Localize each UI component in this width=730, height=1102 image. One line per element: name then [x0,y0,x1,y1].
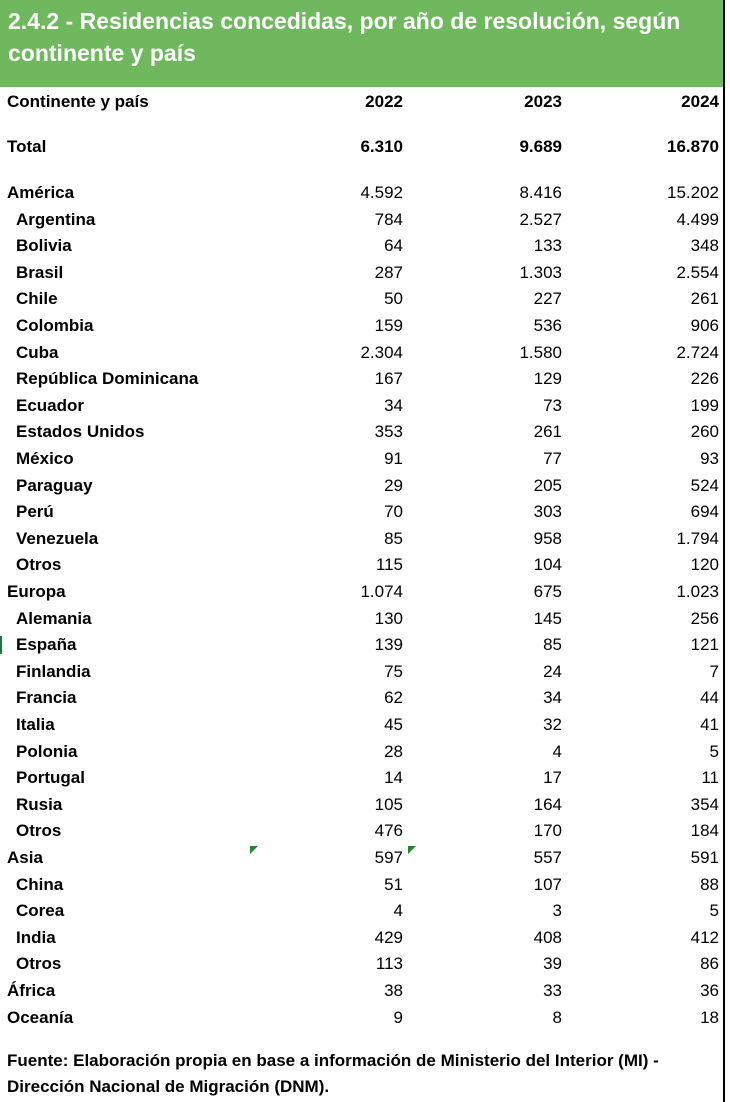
country-row [0,340,723,367]
row-value-2022: 14 [384,768,403,788]
row-value-2024: 906 [690,316,719,335]
country-row [0,765,723,792]
row-value-2023: 24 [543,661,562,681]
row-value-2022: 75 [384,661,403,681]
country-row [0,951,723,978]
row-label: República Dominicana [16,369,199,389]
row-value-2024: 524 [690,475,719,495]
row-label: Polonia [16,741,78,761]
row-label: Alemania [16,608,92,628]
row-value-2024: 41 [700,715,719,734]
row-value-2022: 9 [393,1007,403,1027]
row-value-2024: 694 [690,502,719,522]
row-value-2022: 159 [374,316,403,335]
row-label: Cuba [16,342,59,362]
country-row [0,632,723,659]
row-value-2023: 303 [533,502,562,522]
row-label: Venezuela [16,528,99,548]
row-value-2022: 45 [384,715,403,734]
country-row [0,286,723,313]
row-label: Corea [16,901,65,921]
row-value-2024: 261 [690,289,719,309]
row-value-2022: 29 [384,475,403,495]
row-label: Bolivia [16,236,72,256]
row-value-2023: 536 [533,316,562,335]
row-value-2023: 39 [543,954,562,974]
row-label: Finlandia [16,661,91,681]
row-label: España [16,635,77,655]
row-value-2022: 62 [384,688,403,708]
row-value-2023: 170 [533,821,562,841]
row-value-2022: 70 [384,502,403,522]
row-value-2023: 4 [552,741,562,761]
row-value-2022: 476 [374,821,403,841]
total-row [0,134,723,161]
row-label: Perú [16,502,54,522]
country-row [0,446,723,473]
row-value-2023: 261 [533,422,562,442]
row-label: Paraguay [16,475,93,495]
row-value-2023: 227 [533,289,562,309]
row-value-2024: 86 [700,954,719,974]
header-label: Continente y país [7,92,149,111]
row-value-2023: 85 [543,635,562,655]
row-label: Colombia [16,316,94,335]
row-marker [0,636,2,654]
row-label: Portugal [16,768,85,788]
country-row [0,818,723,845]
row-value-2022: 167 [374,369,403,389]
row-value-2023: 129 [533,369,562,389]
row-value-2023: 164 [533,794,562,814]
row-value-2023: 104 [533,555,562,575]
cell-comment-marker [250,846,258,854]
country-row [0,419,723,446]
row-value-2024: 256 [690,608,719,628]
continent-row [0,180,723,207]
country-row [0,366,723,393]
row-value-2023: 133 [533,236,562,256]
row-value-2024: 121 [690,635,719,655]
total-label: Total [7,137,47,156]
row-label: Otros [16,954,62,974]
row-value-2023: 2.527 [519,209,562,229]
source-note: Fuente: Elaboración propia en base a información de Ministerio del Interior (MI) - Dirección Nacional de Migración (DNM). [7,1051,659,1096]
row-value-2022: 34 [384,395,403,415]
header-year-2024: 2024 [681,92,719,111]
row-value-2023: 32 [543,715,562,734]
row-value-2023: 958 [533,528,562,548]
row-value-2024: 120 [690,555,719,575]
row-value-2022: 597 [374,848,403,867]
row-label: Europa [7,582,66,601]
row-value-2024: 199 [690,395,719,415]
row-value-2024: 591 [690,848,719,867]
row-value-2024: 4.499 [676,209,719,229]
row-label: Ecuador [16,395,85,415]
row-label: Francia [16,688,77,708]
country-row [0,792,723,819]
row-label: Estados Unidos [16,422,145,442]
row-label: Brasil [16,262,64,282]
row-label: Italia [16,715,55,734]
row-value-2024: 184 [690,821,719,841]
row-value-2022: 51 [384,874,403,894]
country-row [0,739,723,766]
total-value-2022: 6.310 [360,137,403,156]
row-value-2024: 5 [709,741,719,761]
header-year-2022: 2022 [365,92,403,111]
row-label: Argentina [16,209,96,229]
row-value-2024: 2.554 [676,262,719,282]
row-value-2022: 64 [384,236,403,256]
row-label: África [7,981,56,1000]
row-value-2023: 107 [533,874,562,894]
row-value-2023: 557 [533,848,562,867]
row-value-2022: 287 [374,262,403,282]
row-value-2023: 3 [552,901,562,921]
country-row [0,685,723,712]
row-value-2023: 408 [533,927,562,947]
row-value-2022: 4 [393,901,403,921]
continent-row [0,845,723,872]
row-value-2022: 28 [384,741,403,761]
row-value-2022: 139 [374,635,403,655]
row-value-2022: 2.304 [360,342,403,362]
row-value-2023: 205 [533,475,562,495]
row-value-2024: 7 [709,661,719,681]
row-value-2024: 1.794 [676,528,719,548]
total-value-2024: 16.870 [667,137,719,156]
header-year-2023: 2023 [524,92,562,111]
row-label: México [16,449,74,468]
row-value-2023: 1.580 [519,342,562,362]
row-value-2022: 85 [384,528,403,548]
row-label: China [16,874,64,894]
country-row [0,898,723,925]
row-label: Oceanía [7,1007,74,1027]
row-label: India [16,927,56,947]
country-row [0,606,723,633]
row-value-2024: 2.724 [676,342,719,362]
row-value-2022: 113 [375,954,403,974]
row-value-2024: 44 [700,688,719,708]
row-value-2024: 226 [690,369,719,389]
country-row [0,659,723,686]
country-row [0,313,723,340]
table-title: 2.4.2 - Residencias concedidas, por año de resolución, según continente y país [0,0,723,87]
row-value-2024: 11 [701,768,719,788]
continent-row [0,978,723,1005]
country-row [0,526,723,553]
country-row [0,207,723,234]
row-value-2022: 429 [374,927,403,947]
continent-row [0,1005,723,1032]
continent-row [0,579,723,606]
row-value-2022: 784 [374,209,403,229]
row-label: Rusia [16,794,63,814]
row-value-2024: 1.023 [676,582,719,601]
row-value-2023: 145 [533,608,562,628]
row-value-2024: 354 [690,794,719,814]
row-value-2023: 8.416 [519,183,562,202]
country-row [0,260,723,287]
row-value-2022: 115 [375,555,403,575]
row-value-2024: 93 [700,449,719,468]
row-value-2023: 34 [543,688,562,708]
row-value-2022: 105 [374,794,403,814]
row-label: Chile [16,289,58,309]
row-label: Asia [7,848,43,867]
row-label: América [7,183,75,202]
row-value-2023: 8 [552,1007,562,1027]
row-value-2024: 36 [700,981,719,1000]
sheet-border [723,0,725,1102]
row-value-2022: 50 [384,289,403,309]
row-value-2022: 4.592 [360,183,403,202]
row-label: Otros [16,555,62,575]
cell-comment-marker [408,846,416,854]
row-value-2023: 17 [543,768,562,788]
row-value-2022: 1.074 [360,582,403,601]
row-value-2022: 91 [384,449,403,468]
header-row [0,89,723,116]
row-value-2023: 77 [543,449,562,468]
row-value-2023: 1.303 [519,262,562,282]
country-row [0,872,723,899]
country-row [0,499,723,526]
country-row [0,393,723,420]
row-value-2022: 38 [384,981,403,1000]
row-value-2024: 88 [700,874,719,894]
row-value-2023: 675 [533,582,562,601]
row-label: Otros [16,821,62,841]
row-value-2023: 33 [543,981,562,1000]
country-row [0,712,723,739]
country-row [0,925,723,952]
row-value-2024: 260 [690,422,719,442]
row-value-2022: 353 [374,422,403,442]
row-value-2022: 130 [374,608,403,628]
total-value-2023: 9.689 [519,137,562,156]
row-value-2023: 73 [543,395,562,415]
country-row [0,473,723,500]
row-value-2024: 18 [700,1007,719,1027]
country-row [0,552,723,579]
row-value-2024: 15.202 [667,183,719,202]
country-row [0,233,723,260]
row-value-2024: 348 [690,236,719,256]
row-value-2024: 412 [690,927,719,947]
row-value-2024: 5 [709,901,719,921]
